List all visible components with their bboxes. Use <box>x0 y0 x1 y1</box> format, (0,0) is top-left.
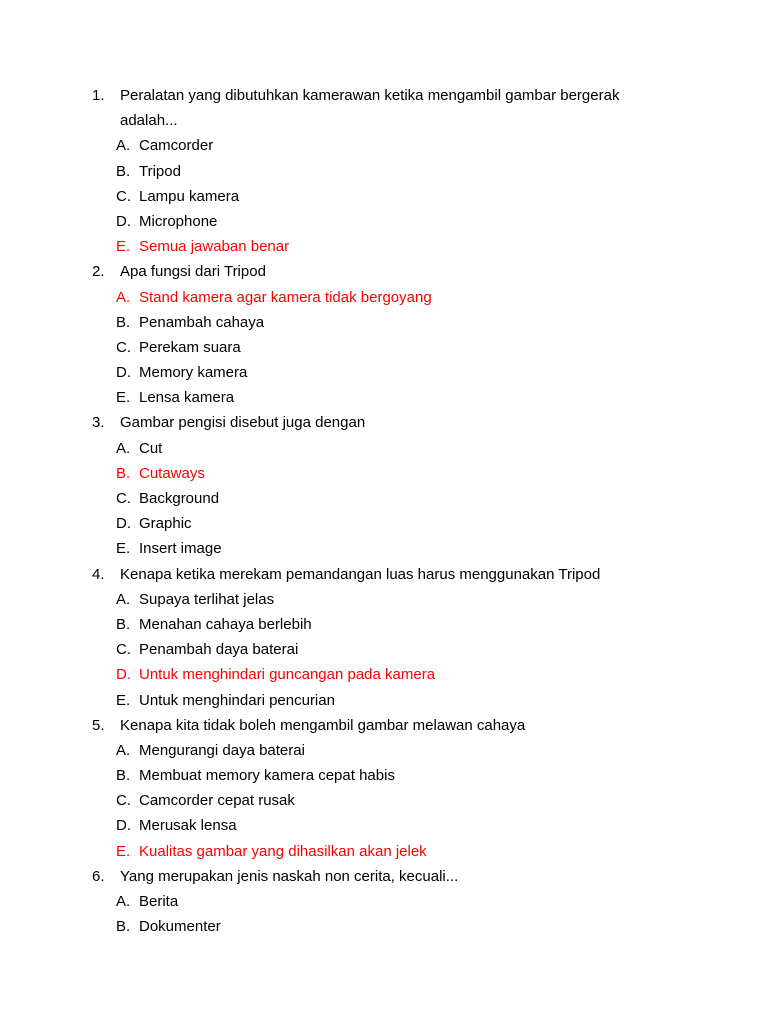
option-text: Untuk menghindari guncangan pada kamera <box>139 666 436 684</box>
option-list <box>0 587 768 713</box>
answer-option <box>0 889 768 914</box>
question-line <box>0 713 768 738</box>
question-item <box>0 83 768 259</box>
question-line <box>0 864 768 889</box>
answer-option <box>0 738 768 763</box>
answer-option-correct <box>0 662 768 687</box>
answer-option-correct <box>0 839 768 864</box>
question-item <box>0 259 768 410</box>
option-letter: C. <box>116 490 131 507</box>
option-text: Cutaways <box>139 464 205 482</box>
answer-option <box>0 536 768 561</box>
option-text: Membuat memory kamera cepat habis <box>139 767 395 785</box>
option-letter: C. <box>116 792 131 810</box>
question-item <box>0 713 768 864</box>
question-text: Apa fungsi dari Tripod <box>120 263 266 281</box>
question-line <box>0 562 768 587</box>
option-letter: A. <box>116 137 131 155</box>
question-number: 6. <box>92 867 105 885</box>
option-text: Menahan cahaya berlebih <box>139 615 312 633</box>
option-text: Tripod <box>139 162 181 180</box>
question-text: Kenapa kita tidak boleh mengambil gambar melawan cahaya <box>120 716 526 734</box>
answer-option <box>0 184 768 209</box>
question-text: Kenapa ketika merekam pemandangan luas harus menggunakan Tripod <box>120 565 601 583</box>
option-letter: E. <box>116 842 131 860</box>
answer-option <box>0 159 768 184</box>
answer-option <box>0 436 768 461</box>
option-text: Lensa kamera <box>139 389 235 407</box>
option-letter: E. <box>116 389 131 407</box>
answer-option <box>0 914 768 939</box>
option-text: Mengurangi daya baterai <box>139 741 305 759</box>
option-text: Perekam suara <box>139 338 241 356</box>
question-line <box>0 108 768 133</box>
answer-option-correct <box>0 234 768 259</box>
option-letter: C. <box>116 187 131 205</box>
question-item <box>0 562 768 713</box>
answer-option <box>0 788 768 813</box>
option-letter: B. <box>116 767 131 785</box>
answer-option <box>0 688 768 713</box>
option-letter: A. <box>116 741 131 759</box>
quiz-document <box>0 83 768 939</box>
option-text: Penambah daya baterai <box>139 641 299 659</box>
option-list <box>0 889 768 939</box>
answer-option <box>0 310 768 335</box>
option-letter: D. <box>116 817 131 835</box>
option-text: Camcorder <box>139 137 214 155</box>
option-letter: B. <box>116 162 131 180</box>
question-line <box>0 83 768 108</box>
question-number: 1. <box>92 87 105 104</box>
answer-option <box>0 335 768 360</box>
option-letter: A. <box>116 893 131 910</box>
option-text: Penambah cahaya <box>139 313 265 331</box>
question-line <box>0 410 768 435</box>
option-letter: A. <box>116 288 131 306</box>
option-letter: D. <box>116 666 131 684</box>
option-text: Memory kamera <box>139 364 248 382</box>
answer-option <box>0 612 768 637</box>
question-number: 3. <box>92 414 105 432</box>
option-text: Stand kamera agar kamera tidak bergoyang <box>139 288 432 306</box>
option-text: Cut <box>139 439 163 457</box>
option-letter: B. <box>116 313 131 331</box>
question-number: 2. <box>92 263 105 281</box>
question-number: 4. <box>92 565 105 583</box>
option-list <box>0 738 768 864</box>
answer-option <box>0 637 768 662</box>
question-text: Peralatan yang dibutuhkan kamerawan ketika mengambil gambar bergerak <box>120 87 620 104</box>
answer-option-correct <box>0 461 768 486</box>
option-text: Dokumenter <box>139 918 221 936</box>
answer-option <box>0 486 768 511</box>
option-letter: D. <box>116 212 131 230</box>
option-text: Kualitas gambar yang dihasilkan akan jelek <box>139 842 427 860</box>
option-text: Camcorder cepat rusak <box>139 792 295 810</box>
option-letter: D. <box>116 364 131 382</box>
option-letter: E. <box>116 238 131 256</box>
question-line <box>0 259 768 284</box>
question-text: Gambar pengisi disebut juga dengan <box>120 414 366 432</box>
question-text: adalah... <box>120 112 178 130</box>
option-text: Semua jawaban benar <box>139 238 290 256</box>
answer-option <box>0 813 768 838</box>
option-letter: D. <box>116 515 131 533</box>
option-text: Insert image <box>139 540 222 558</box>
option-letter: A. <box>116 439 131 457</box>
option-letter: E. <box>116 540 131 558</box>
answer-option-correct <box>0 285 768 310</box>
option-letter: E. <box>116 691 131 709</box>
option-letter: C. <box>116 338 131 356</box>
option-letter: A. <box>116 590 131 608</box>
answer-option <box>0 511 768 536</box>
option-text: Berita <box>139 893 179 910</box>
question-item <box>0 864 768 940</box>
option-text: Untuk menghindari pencurian <box>139 691 335 709</box>
option-text: Supaya terlihat jelas <box>139 590 275 608</box>
question-number: 5. <box>92 716 105 734</box>
question-item <box>0 410 768 561</box>
option-list <box>0 133 768 259</box>
option-text: Lampu kamera <box>139 187 240 205</box>
answer-option <box>0 385 768 410</box>
question-text: Yang merupakan jenis naskah non cerita, kecuali... <box>120 867 459 885</box>
option-text: Graphic <box>139 515 192 533</box>
option-letter: B. <box>116 464 131 482</box>
option-list <box>0 436 768 562</box>
option-text: Background <box>139 490 220 507</box>
answer-option <box>0 587 768 612</box>
answer-option <box>0 133 768 158</box>
answer-option <box>0 209 768 234</box>
option-list <box>0 285 768 411</box>
option-letter: C. <box>116 641 131 659</box>
option-letter: B. <box>116 615 131 633</box>
answer-option <box>0 763 768 788</box>
answer-option <box>0 360 768 385</box>
option-letter: B. <box>116 918 131 936</box>
option-text: Merusak lensa <box>139 817 237 835</box>
option-text: Microphone <box>139 212 218 230</box>
